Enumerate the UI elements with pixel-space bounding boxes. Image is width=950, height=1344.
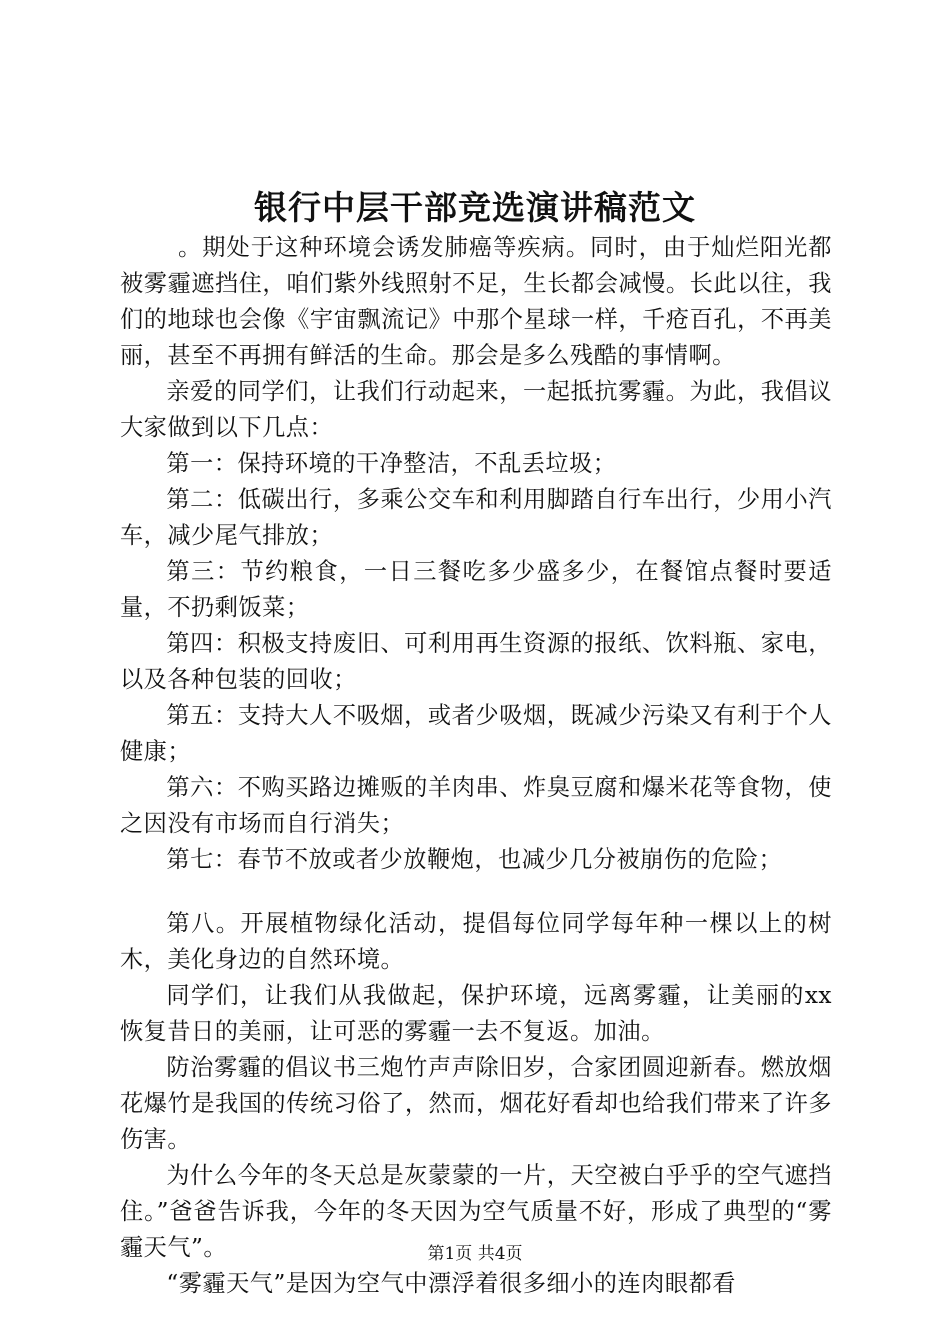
document-title: 银行中层干部竞选演讲稿范文 [254, 188, 696, 227]
paragraph: 同学们，让我们从我做起，保护环境，远离雾霾，让美丽的xx恢复昔日的美丽，让可恶的雾霾一去不复返。加油。 [120, 982, 832, 1045]
paragraph: 防治雾霾的倡议书三炮竹声声除旧岁，合家团圆迎新春。燃放烟花爆竹是我国的传统习俗了，然而，烟花好看却也给我们带来了许多伤害。 [120, 1054, 832, 1153]
paragraph: 第一：保持环境的干净整洁，不乱丢垃圾； [166, 450, 617, 477]
paragraph: 第四：积极支持废旧、可利用再生资源的报纸、饮料瓶、家电，以及各种包装的回收； [120, 630, 832, 693]
paragraph: 。期处于这种环境会诱发肺癌等疾病。同时，由于灿烂阳光都被雾霾遮挡住，咱们紫外线照射不足，生长都会减慢。长此以往，我们的地球也会像《宇宙飘流记》中那个星球一样，千疮百孔，不再美丽，甚至不再拥有鲜活的生命。那会是多么残酷的事情啊。 [120, 234, 832, 369]
paragraph: 为什么今年的冬天总是灰蒙蒙的一片，天空被白乎乎的空气遮挡住。”爸爸告诉我，今年的冬天因为空气质量不好，形成了典型的“雾霾天气”。 [120, 1162, 832, 1261]
document-body [120, 230, 832, 1302]
paragraph: 第二：低碳出行，多乘公交车和利用脚踏自行车出行，少用小汽车，减少尾气排放； [120, 486, 832, 549]
paragraph: 第七：春节不放或者少放鞭炮，也减少几分被崩伤的危险； [166, 846, 783, 873]
paragraph: 第五：支持大人不吸烟，或者少吸烟，既减少污染又有利于个人健康； [120, 702, 832, 765]
paragraph: 第六：不购买路边摊贩的羊肉串、炸臭豆腐和爆米花等食物，使之因没有市场而自行消失； [120, 774, 832, 837]
page-number-footer: 第1页 共4页 [427, 1244, 523, 1264]
paragraph: “雾霾天气”是因为空气中漂浮着很多细小的连肉眼都看 [166, 1270, 736, 1297]
paragraph: 第三：节约粮食，一日三餐吃多少盛多少，在餐馆点餐时要适量，不扔剩饭菜； [120, 558, 832, 621]
paragraph: 亲爱的同学们，让我们行动起来，一起抵抗雾霾。为此，我倡议大家做到以下几点： [120, 378, 832, 441]
paragraph: 第八。开展植物绿化活动，提倡每位同学每年种一棵以上的树木，美化身边的自然环境。 [120, 910, 832, 973]
